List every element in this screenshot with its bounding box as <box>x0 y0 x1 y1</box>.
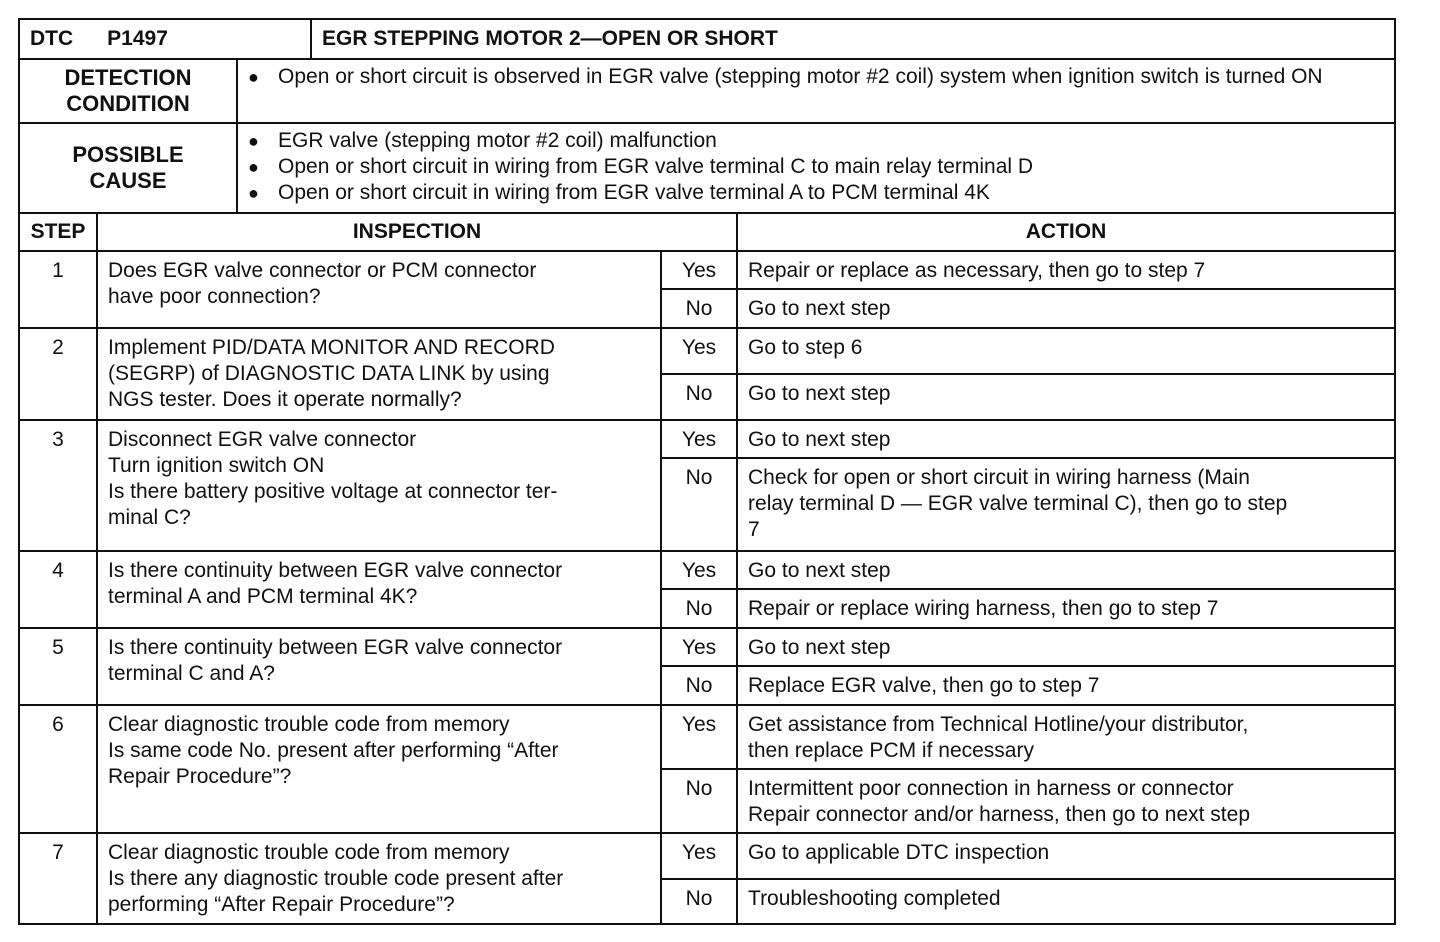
dtc-title: EGR STEPPING MOTOR 2—OPEN OR SHORT <box>311 19 1395 59</box>
bullet-icon: ● <box>248 157 259 177</box>
bullet-icon: ● <box>248 183 259 203</box>
bullet-text: Open or short circuit in wiring from EGR valve terminal A to PCM terminal 4K <box>278 181 990 204</box>
text-line: Repair Procedure”? <box>108 765 292 788</box>
text-line: Is there continuity between EGR valve connector <box>108 636 563 659</box>
detection-label-line1: DETECTION <box>64 65 192 90</box>
text-line: Replace EGR valve, then go to step 7 <box>748 674 1100 697</box>
no-action <box>737 666 1395 705</box>
step-number: 6 <box>19 705 97 833</box>
no-action <box>737 589 1395 628</box>
step-row-yes <box>19 251 1395 289</box>
step-row-yes <box>19 328 1395 374</box>
yes-action <box>737 420 1395 458</box>
text-line: Does EGR valve connector or PCM connector <box>108 259 537 282</box>
step-inspection <box>97 551 661 628</box>
possible-cause-row <box>19 123 1395 213</box>
yes-label: Yes <box>661 328 737 374</box>
bullet-icon: ● <box>248 131 259 151</box>
detection-label <box>19 59 237 123</box>
header-row <box>19 19 1395 59</box>
text-line: Repair or replace wiring harness, then go to step 7 <box>748 597 1219 620</box>
text-line: Go to step 6 <box>748 336 863 359</box>
detection-label-line2: CONDITION <box>66 91 190 116</box>
no-label: No <box>661 769 737 833</box>
step-inspection <box>97 251 661 328</box>
yes-action <box>737 705 1395 769</box>
possible-cause-label <box>19 123 237 213</box>
step-number: 3 <box>19 420 97 551</box>
step-number: 7 <box>19 833 97 924</box>
inspection-column-header: INSPECTION <box>97 213 737 251</box>
dtc-code-cell <box>19 19 311 59</box>
no-label: No <box>661 666 737 705</box>
text-line: Go to next step <box>748 559 891 582</box>
text-line: performing “After Repair Procedure”? <box>108 893 455 916</box>
text-line: Is there continuity between EGR valve connector <box>108 559 563 582</box>
bullet-item <box>248 128 1384 154</box>
step-inspection <box>97 628 661 705</box>
step-number: 2 <box>19 328 97 420</box>
yes-label: Yes <box>661 251 737 289</box>
dtc-table <box>18 18 1396 925</box>
text-line: (SEGRP) of DIAGNOSTIC DATA LINK by using <box>108 362 550 385</box>
bullet-item <box>248 154 1384 180</box>
text-line: then replace PCM if necessary <box>748 739 1034 762</box>
step-inspection <box>97 420 661 551</box>
yes-label: Yes <box>661 833 737 879</box>
yes-action <box>737 628 1395 666</box>
step-row-yes <box>19 833 1395 879</box>
bullet-text: EGR valve (stepping motor #2 coil) malfunction <box>278 129 717 152</box>
text-line: NGS tester. Does it operate normally? <box>108 388 462 411</box>
text-line: terminal C and A? <box>108 662 275 685</box>
yes-label: Yes <box>661 628 737 666</box>
action-column-header: ACTION <box>737 213 1395 251</box>
step-number: 5 <box>19 628 97 705</box>
step-number: 4 <box>19 551 97 628</box>
no-action <box>737 458 1395 551</box>
no-action <box>737 289 1395 328</box>
text-line: minal C? <box>108 506 191 529</box>
text-line: 7 <box>748 518 760 541</box>
yes-label: Yes <box>661 551 737 589</box>
text-line: Troubleshooting completed <box>748 887 1001 910</box>
step-column-header: STEP <box>19 213 97 251</box>
bullet-item <box>248 64 1384 90</box>
step-inspection <box>97 705 661 833</box>
text-line: have poor connection? <box>108 285 321 308</box>
dtc-code: P1497 <box>107 27 168 50</box>
no-label: No <box>661 374 737 420</box>
text-line: Implement PID/DATA MONITOR AND RECORD <box>108 336 555 359</box>
step-row-yes <box>19 420 1395 458</box>
text-line: Turn ignition switch ON <box>108 454 325 477</box>
text-line: relay terminal D — EGR valve terminal C), then go to step <box>748 492 1288 515</box>
no-label: No <box>661 289 737 328</box>
dtc-label: DTC <box>30 27 74 50</box>
step-number: 1 <box>19 251 97 328</box>
yes-label: Yes <box>661 705 737 769</box>
text-line: Clear diagnostic trouble code from memory <box>108 713 510 736</box>
text-line: Disconnect EGR valve connector <box>108 428 417 451</box>
text-line: Go to next step <box>748 428 891 451</box>
yes-label: Yes <box>661 420 737 458</box>
column-header-row <box>19 213 1395 251</box>
dtc-sheet <box>18 18 1394 925</box>
possible-cause-bullets <box>237 123 1395 213</box>
no-label: No <box>661 458 737 551</box>
possible-cause-label-line2: CAUSE <box>89 168 167 193</box>
text-line: Is there battery positive voltage at connector ter- <box>108 480 558 503</box>
bullet-icon: ● <box>248 67 259 87</box>
text-line: Go to next step <box>748 382 891 405</box>
step-inspection <box>97 833 661 924</box>
text-line: terminal A and PCM terminal 4K? <box>108 585 418 608</box>
detection-bullets <box>237 59 1395 123</box>
no-label: No <box>661 589 737 628</box>
bullet-item <box>248 180 1384 206</box>
text-line: Get assistance from Technical Hotline/your distributor, <box>748 713 1249 736</box>
yes-action <box>737 551 1395 589</box>
text-line: Check for open or short circuit in wiring harness (Main <box>748 466 1250 489</box>
text-line: Go to applicable DTC inspection <box>748 841 1050 864</box>
text-line: Go to next step <box>748 297 891 320</box>
text-line: Is there any diagnostic trouble code present after <box>108 867 564 890</box>
text-line: Clear diagnostic trouble code from memory <box>108 841 510 864</box>
text-line: Go to next step <box>748 636 891 659</box>
no-action <box>737 769 1395 833</box>
no-label: No <box>661 879 737 924</box>
yes-action <box>737 251 1395 289</box>
no-action <box>737 879 1395 924</box>
step-row-yes <box>19 705 1395 769</box>
detection-row <box>19 59 1395 123</box>
step-row-yes <box>19 551 1395 589</box>
bullet-text: Open or short circuit in wiring from EGR valve terminal C to main relay terminal D <box>278 155 1034 178</box>
text-line: Intermittent poor connection in harness or connector <box>748 777 1234 800</box>
text-line: Is same code No. present after performing “After <box>108 739 559 762</box>
text-line: Repair connector and/or harness, then go to next step <box>748 803 1250 826</box>
bullet-text: Open or short circuit is observed in EGR valve (stepping motor #2 coil) system when ignition switch is turned ON <box>278 65 1323 88</box>
step-row-yes <box>19 628 1395 666</box>
yes-action <box>737 833 1395 879</box>
yes-action <box>737 328 1395 374</box>
possible-cause-label-line1: POSSIBLE <box>72 142 184 167</box>
no-action <box>737 374 1395 420</box>
step-inspection <box>97 328 661 420</box>
text-line: Repair or replace as necessary, then go to step 7 <box>748 259 1206 282</box>
